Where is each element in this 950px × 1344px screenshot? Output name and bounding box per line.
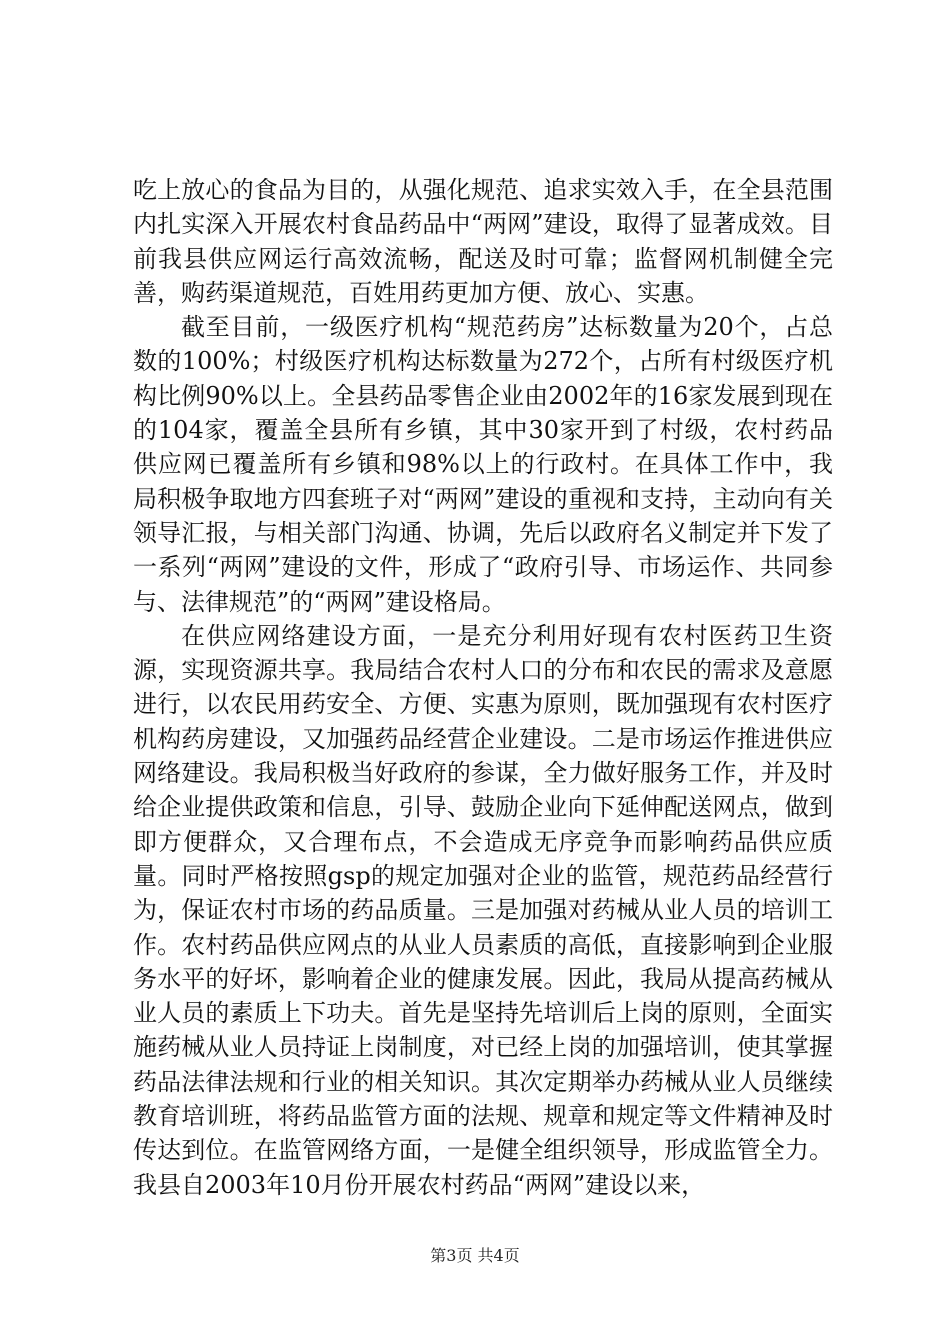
paragraph-2: 截至目前，一级医疗机构“规范药房”达标数量为20个，占总数的100%；村级医疗机构达标数量为272个，占所有村级医疗机构比例90%以上。全县药品零售企业由2002年的16家发展到现在的104家，覆盖全县所有乡镇，其中30家开到了村级，农村药品供应网已覆盖所有乡镇和98%以上的行政村。在具体工作中，我局积极争取地方四套班子对“两网”建设的重视和支持，主动向有关领导汇报，与相关部门沟通、协调，先后以政府名义制定并下发了一系列“两网”建设的文件，形成了“政府引导、市场运作、共同参与、法律规范”的“两网”建设格局。 [133, 313, 833, 616]
paragraph-3: 在供应网络建设方面，一是充分利用好现有农村医药卫生资源，实现资源共享。我局结合农村人口的分布和农民的需求及意愿进行，以农民用药安全、方便、实惠为原则，既加强现有农村医疗机构药房建设，又加强药品经营企业建设。二是市场运作推进供应网络建设。我局积极当好政府的参谋，全力做好服务工作，并及时给企业提供政策和信息，引导、鼓励企业向下延伸配送网点，做到即方便群众，又合理布点，不会造成无序竞争而影响药品供应质量。同时严格按照gsp的规定加强对企业的监管，规范药品经营行为，保证农村市场的药品质量。三是加强对药械从业人员的培训工作。农村药品供应网点的从业人员素质的高低，直接影响到企业服务水平的好坏，影响着企业的健康发展。因此，我局从提高药械从业人员的素质上下功夫。首先是坚持先培训后上岗的原则，全面实施药械从业人员持证上岗制度，对已经上岗的加强培训，使其掌握药品法律法规和行业的相关知识。其次定期举办药械从业人员继续教育培训班，将药品监管方面的法规、规章和规定等文件精神及时传达到位。在监管网络方面，一是健全组织领导，形成监管全力。我县自2003年10月份开展农村药品“两网”建设以来， [133, 621, 833, 1199]
page-number-footer: 第3页 共4页 [430, 1246, 520, 1265]
paragraph-1: 吃上放心的食品为目的，从强化规范、追求实效入手，在全县范围内扎实深入开展农村食品药品中“两网”建设，取得了显著成效。目前我县供应网运行高效流畅，配送及时可靠；监督网机制健全完善，购药渠道规范，百姓用药更加方便、放心、实惠。 [133, 176, 833, 307]
document-body [133, 173, 833, 1202]
